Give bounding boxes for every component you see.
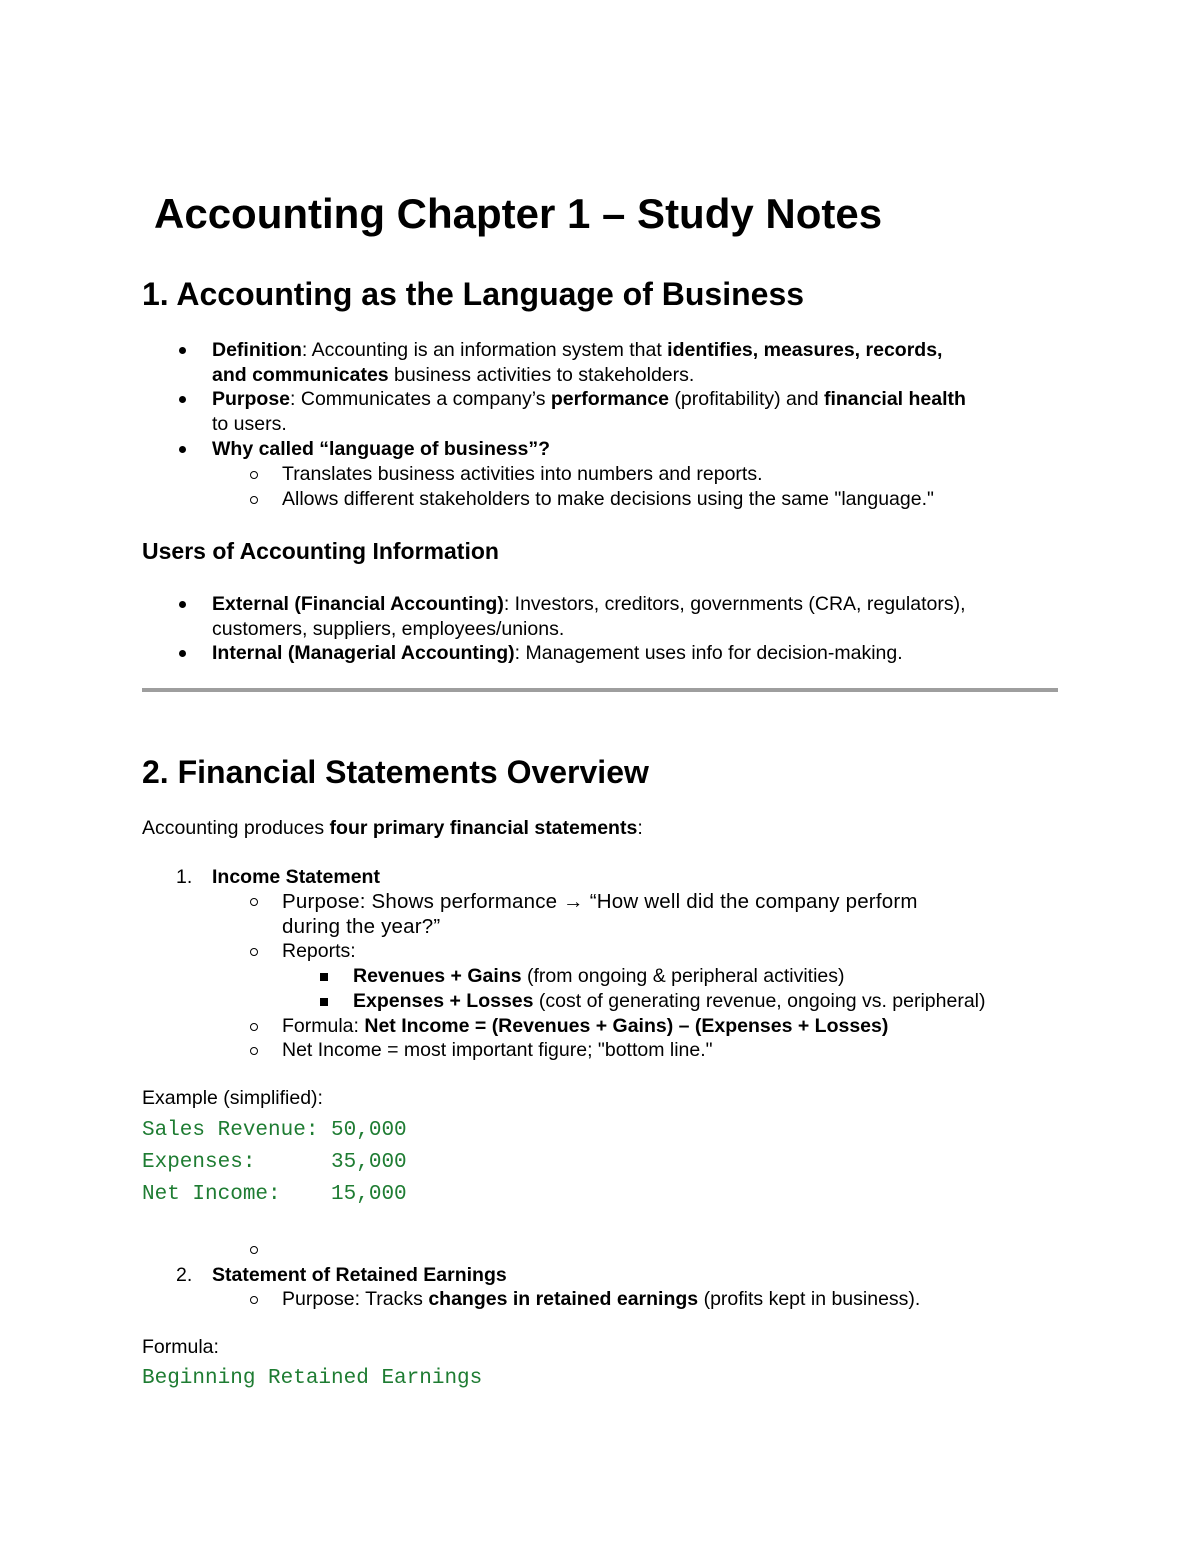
definition-text2: business activities to stakeholders. [388, 364, 695, 386]
example-code-line: Expenses: 35,000 [142, 1151, 407, 1174]
circle-bullet-icon [250, 471, 258, 479]
bullet-icon [179, 347, 186, 354]
purpose-text: : Communicates a company’s [290, 388, 551, 410]
why-label: Why called “language of business”? [212, 438, 551, 460]
revenues-bold: Revenues + Gains [353, 965, 522, 987]
expenses-bold: Expenses + Losses [353, 990, 534, 1012]
formula-label: Formula: [142, 1336, 219, 1358]
bullet-icon [179, 601, 186, 608]
definition-label: Definition [212, 339, 302, 361]
document-title: Accounting Chapter 1 – Study Notes [154, 190, 883, 237]
reports-label: Reports: [282, 940, 356, 962]
section2-intro [142, 816, 643, 841]
net-income-line: Net Income = most important figure; "bottom line." [282, 1039, 713, 1061]
formula-line [282, 1014, 888, 1039]
retained-purpose-text2: (profits kept in business). [698, 1288, 921, 1310]
definition-line2 [212, 363, 694, 388]
revenues-text: (from ongoing & peripheral activities) [521, 965, 845, 987]
retained-purpose-line [282, 1287, 920, 1312]
definition-bold: identifies, measures, records, [667, 339, 943, 361]
expenses-text: (cost of generating revenue, ongoing vs. peripheral) [533, 990, 986, 1012]
circle-bullet-icon [250, 1246, 258, 1254]
circle-bullet-icon [250, 898, 258, 906]
internal-line [212, 641, 903, 666]
income-purpose-line2: during the year?” [282, 915, 441, 938]
example-label: Example (simplified): [142, 1087, 323, 1109]
intro-text2: : [637, 817, 643, 839]
external-line2: customers, suppliers, employees/unions. [212, 618, 565, 640]
square-bullet-icon [320, 973, 328, 981]
example-code-line: Net Income: 15,000 [142, 1183, 407, 1206]
why-sub1: Translates business activities into numbers and reports. [282, 463, 763, 485]
retained-purpose-text: Purpose: Tracks [282, 1288, 429, 1310]
circle-bullet-icon [250, 1296, 258, 1304]
definition-bold2: and communicates [212, 364, 389, 386]
example-code-line: Sales Revenue: 50,000 [142, 1119, 407, 1142]
internal-label: Internal (Managerial Accounting) [212, 642, 515, 664]
purpose-line1 [212, 387, 966, 412]
circle-bullet-icon [250, 1023, 258, 1031]
revenues-line [353, 964, 845, 989]
circle-bullet-icon [250, 948, 258, 956]
internal-text: : Management uses info for decision-making. [514, 642, 903, 664]
horizontal-divider [142, 688, 1058, 692]
square-bullet-icon [320, 998, 328, 1006]
bullet-icon [179, 446, 186, 453]
income-statement-label: Income Statement [212, 866, 380, 888]
formula-bold: Net Income = (Revenues + Gains) – (Expenses + Losses) [364, 1015, 889, 1037]
why-sub2: Allows different stakeholders to make decisions using the same "language." [282, 488, 934, 510]
purpose-bold2: financial health [823, 388, 966, 410]
purpose-bold: performance [550, 388, 669, 410]
expenses-line [353, 989, 986, 1014]
retained-earnings-label: Statement of Retained Earnings [212, 1264, 507, 1286]
external-text: : Investors, creditors, governments (CRA, regulators), [503, 593, 966, 615]
external-label: External (Financial Accounting) [212, 593, 504, 615]
section2-heading: 2. Financial Statements Overview [142, 754, 649, 790]
purpose-label: Purpose [212, 388, 291, 410]
intro-bold: four primary financial statements [329, 817, 638, 839]
purpose-line2: to users. [212, 413, 287, 435]
section1-heading: 1. Accounting as the Language of Business [142, 276, 805, 312]
retained-purpose-bold: changes in retained earnings [428, 1288, 699, 1310]
formula-code-line: Beginning Retained Earnings [142, 1367, 483, 1390]
definition-text: : Accounting is an information system that [301, 339, 668, 361]
users-heading: Users of Accounting Information [142, 538, 499, 564]
income-purpose-line1: Purpose: Shows performance → “How well did the company perform [282, 890, 918, 913]
external-line1 [212, 592, 966, 617]
bullet-icon [179, 650, 186, 657]
circle-bullet-icon [250, 1047, 258, 1055]
list-number: 2. [176, 1264, 193, 1286]
intro-text: Accounting produces [142, 817, 330, 839]
purpose-text2: (profitability) and [669, 388, 824, 410]
formula-text: Formula: [282, 1015, 365, 1037]
list-number: 1. [176, 866, 193, 888]
bullet-icon [179, 396, 186, 403]
circle-bullet-icon [250, 496, 258, 504]
definition-line1 [212, 338, 942, 363]
